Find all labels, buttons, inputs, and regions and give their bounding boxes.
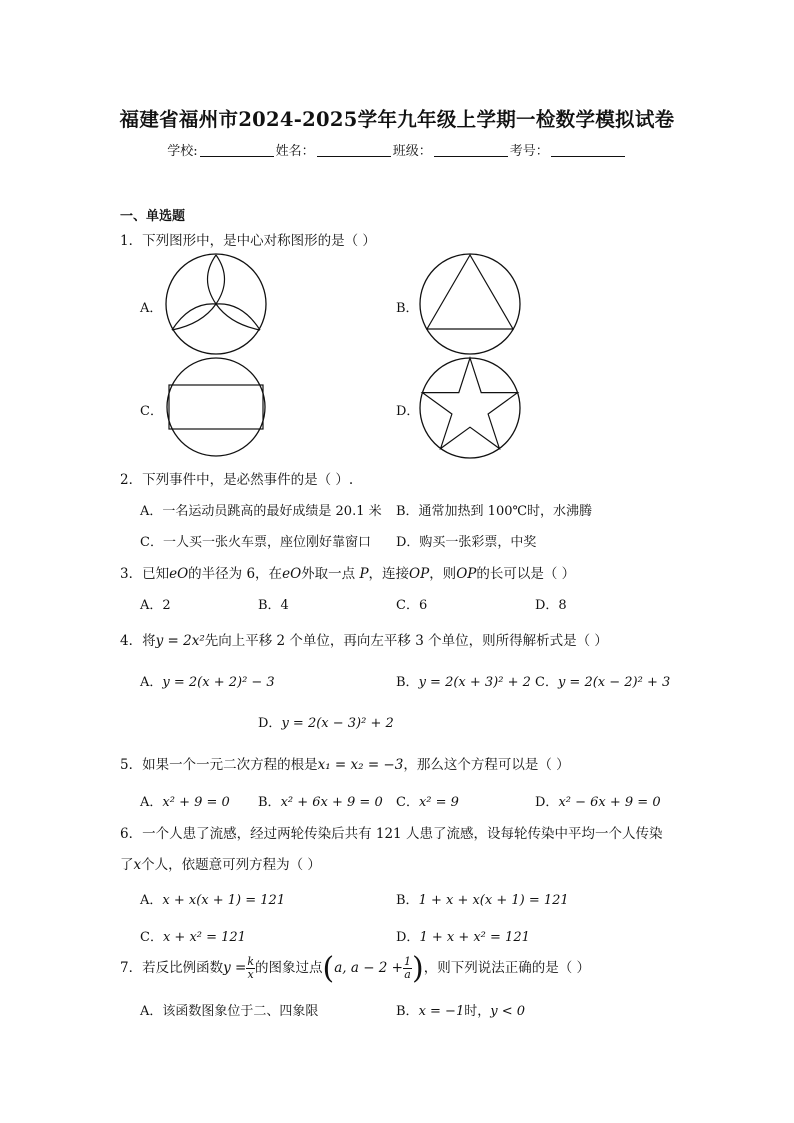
q3-text-1: 3．已知	[120, 566, 170, 582]
q4-d-formula: y = 2(x − 3)² + 2	[281, 716, 394, 731]
q7-fraction-1-over-a	[403, 956, 412, 981]
q2-option-b: B．通常加热到 100℃时，水沸腾	[396, 504, 593, 519]
exam-no-blank[interactable]	[551, 143, 625, 157]
q4-c-formula: y = 2(x − 2)² + 3	[557, 675, 671, 690]
q6-c-label: C．	[140, 930, 163, 945]
name-blank[interactable]	[317, 143, 391, 157]
q4-d-label: D．	[258, 716, 282, 731]
q6-option-b	[396, 889, 569, 908]
q4-c-label: C．	[535, 675, 558, 690]
q7-left-paren: (	[322, 950, 335, 986]
q1-option-c-figure	[164, 357, 268, 459]
q4-text-1: 4．将	[120, 633, 156, 649]
q6-d-formula: 1 + x + x² = 121	[419, 930, 530, 945]
q7-text-2: 的图象过点	[255, 960, 323, 976]
q2-option-c: C．一人买一张火车票，座位刚好靠窗口	[140, 535, 371, 550]
q3-option-a: A．2	[140, 598, 171, 613]
q7-b-cond: x = −1	[418, 1004, 465, 1019]
q4-b-label: B．	[396, 675, 419, 690]
q5-b-formula: x² + 6x + 9 = 0	[280, 795, 383, 810]
question-1-stem: 1．下列图形中，是中心对称图形的是（ ）	[120, 233, 376, 249]
q6-b-label: B．	[396, 893, 419, 908]
q5-option-c	[396, 791, 459, 810]
q1-option-a-figure	[160, 254, 272, 356]
q3-op-2: OP	[456, 566, 477, 582]
q4-option-c	[535, 671, 670, 690]
q4-b-formula: y = 2(x + 3)² + 2	[418, 675, 531, 690]
question-2-stem: 2．下列事件中，是必然事件的是（ ）.	[120, 472, 354, 488]
q6-a-label: A．	[140, 893, 163, 908]
q3-option-b: B．4	[258, 598, 289, 613]
q1-option-b-figure	[418, 254, 522, 356]
q5-d-formula: x² − 6x + 9 = 0	[558, 795, 661, 810]
page-title: 福建省福州市2024-2025学年九年级上学期一检数学模拟试卷	[119, 108, 675, 131]
section-heading: 一、单选题	[120, 209, 186, 224]
q5-text-2: ，那么这个方程可以是（ ）	[403, 757, 570, 773]
q3-text-2: 的半径为 6，在	[188, 566, 283, 582]
q2-option-a: A．一名运动员跳高的最好成绩是 20.1 米	[140, 504, 382, 519]
q6-x: x	[133, 857, 142, 873]
question-4-stem	[120, 629, 608, 649]
q7-frac-den: x	[247, 968, 254, 981]
q5-d-label: D．	[535, 795, 559, 810]
q6-text-1: 了	[120, 857, 134, 873]
question-7-stem	[120, 950, 590, 986]
q3-o-1: O	[177, 566, 189, 582]
q4-text-2: 先向上平移 2 个单位，再向左平移 3 个单位，则所得解析式是（ ）	[204, 633, 608, 649]
q7-frac-num: k	[247, 955, 254, 968]
class-label: 班级：	[392, 144, 432, 159]
q6-d-label: D．	[396, 930, 420, 945]
q4-option-b	[396, 671, 531, 690]
q3-op-1: OP	[409, 566, 430, 582]
q4-option-a	[140, 671, 275, 690]
school-blank[interactable]	[200, 143, 274, 157]
q5-a-formula: x² + 9 = 0	[162, 795, 230, 810]
q7-y-eq: y =	[223, 960, 247, 976]
q7-text-3: ，则下列说法正确的是（ ）	[423, 960, 590, 976]
question-6-stem-line-1: 6．一个人患了流感，经过两轮传染后共有 121 人患了流感，设每轮传染中平均一个人传染	[120, 826, 663, 842]
q4-formula: y = 2x²	[155, 633, 205, 649]
q3-text-5: ，则	[429, 566, 457, 582]
q7-option-a: A．该函数图象位于二、四象限	[140, 1004, 319, 1019]
name-label: 姓名：	[275, 144, 315, 159]
q3-text-4: ，连接	[368, 566, 410, 582]
student-info-line	[0, 140, 794, 159]
q1-option-d-figure	[418, 357, 522, 461]
q6-text-2: 个人，依题意可列方程为（ ）	[141, 857, 321, 873]
q6-c-formula: x + x² = 121	[162, 930, 246, 945]
q5-roots: x₁ = x₂ = −3	[317, 757, 404, 773]
q7-option-b	[396, 1000, 525, 1019]
q3-p: P	[359, 566, 369, 582]
q3-circle-symbol-2: e	[282, 566, 291, 582]
question-3-stem	[120, 562, 575, 582]
q7-text-1: 7．若反比例函数	[120, 960, 224, 976]
q3-circle-symbol: e	[169, 566, 178, 582]
q7-b-label: B．	[396, 1004, 419, 1019]
school-label: 学校:	[167, 144, 198, 159]
q7-frac2-num: 1	[403, 955, 411, 968]
q5-text-1: 5．如果一个一元二次方程的根是	[120, 757, 318, 773]
q5-option-b	[258, 791, 383, 810]
exam-no-label: 考号：	[509, 144, 549, 159]
q6-option-a	[140, 889, 285, 908]
q4-option-d	[258, 712, 394, 731]
q3-text-3: 外取一点	[301, 566, 360, 582]
q5-c-label: C．	[396, 795, 419, 810]
q7-frac2-den: a	[404, 968, 411, 981]
q1-option-a-label: A．	[140, 301, 163, 316]
q7-right-paren: )	[411, 950, 424, 986]
q4-a-formula: y = 2(x + 2)² − 3	[162, 675, 275, 690]
class-blank[interactable]	[434, 143, 508, 157]
q6-option-d	[396, 926, 530, 945]
q3-option-d: D．8	[535, 598, 567, 613]
question-5-stem	[120, 753, 570, 773]
q1-option-b-label: B．	[396, 301, 419, 316]
q7-point-expr: a, a − 2 +	[334, 960, 403, 976]
q7-fraction-k-over-x	[246, 956, 255, 981]
q7-b-text: 时，	[464, 1004, 491, 1019]
q3-o-2: O	[290, 566, 302, 582]
question-6-stem-line-2	[120, 853, 321, 873]
q4-a-label: A．	[140, 675, 163, 690]
q1-option-c-label: C．	[140, 404, 163, 419]
q7-b-result: y < 0	[490, 1004, 526, 1019]
q6-option-c	[140, 926, 246, 945]
q5-option-a	[140, 791, 230, 810]
q3-option-c: C．6	[396, 598, 428, 613]
q5-b-label: B．	[258, 795, 281, 810]
q5-a-label: A．	[140, 795, 163, 810]
q5-option-d	[535, 791, 661, 810]
q1-option-d-label: D．	[396, 404, 420, 419]
q6-b-formula: 1 + x + x(x + 1) = 121	[418, 893, 569, 908]
q2-option-d: D．购买一张彩票，中奖	[396, 535, 537, 550]
q5-c-formula: x² = 9	[418, 795, 459, 810]
q6-a-formula: x + x(x + 1) = 121	[162, 893, 286, 908]
q3-text-6: 的长可以是（ ）	[476, 566, 576, 582]
